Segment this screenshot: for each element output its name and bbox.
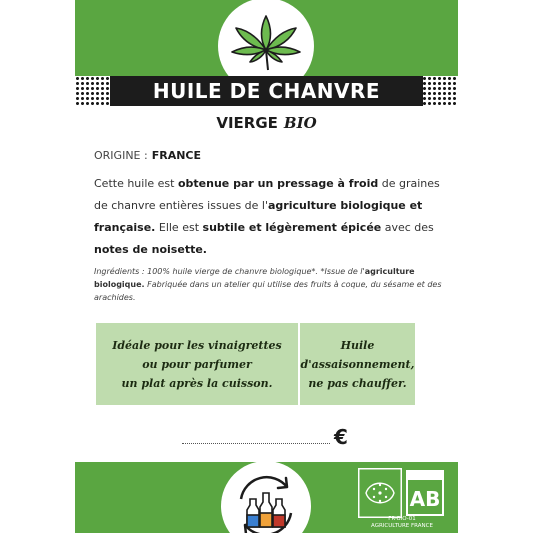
product-title: HUILE DE CHANVRE	[152, 79, 381, 103]
certification-text	[364, 516, 440, 530]
desc-text: de graines de chanvre entières issues de l'	[94, 177, 440, 212]
recycle-bottles-icon	[221, 461, 311, 533]
ab-logo-text: AB	[409, 487, 441, 511]
origin-line	[94, 149, 201, 162]
warning-box	[300, 323, 415, 405]
euro-sign: €	[334, 425, 348, 449]
origin-label: ORIGINE :	[94, 149, 148, 162]
warning-line: ne pas chauffer.	[308, 376, 407, 390]
ingredients-text: Ingrédients : 100% huile vierge de chanvre biologique*. *Issue de l'	[94, 267, 365, 276]
ingredients	[94, 265, 442, 304]
title-bar	[110, 76, 423, 106]
warning-line: Huile	[340, 338, 375, 352]
subtitle-bio: BIO	[283, 114, 317, 132]
desc-bold: obtenue par un pressage à froid	[177, 177, 379, 190]
price-dotted-line	[182, 443, 330, 444]
description	[94, 173, 442, 261]
origin-value: FRANCE	[151, 149, 201, 162]
product-subtitle	[75, 114, 458, 132]
desc-text: avec des	[381, 221, 434, 234]
ingredients-text: Fabriquée dans un atelier qui utilise des fruits à coque, du sésame et des arachides.	[94, 280, 442, 302]
usage-text	[112, 336, 282, 393]
desc-bold: notes de noisette.	[94, 243, 207, 256]
warning-text	[301, 336, 415, 393]
desc-text: Cette huile est	[94, 177, 178, 190]
bottom-circle	[221, 461, 311, 533]
usage-line: un plat après la cuisson.	[121, 376, 273, 390]
certification-origin: AGRICULTURE FRANCE	[371, 523, 433, 529]
desc-text: Elle est	[155, 221, 203, 234]
usage-box	[96, 323, 298, 405]
product-label	[75, 0, 458, 533]
usage-line: ou pour parfumer	[142, 357, 252, 371]
ingredients-bold: agriculture biologique.	[94, 267, 415, 289]
certification-code: FR-BIO-01	[388, 516, 416, 522]
desc-bold: subtile et légèrement épicée	[202, 221, 382, 234]
ab-certification-logo	[358, 468, 446, 518]
subtitle-vierge: VIERGE	[216, 114, 278, 132]
desc-bold: agriculture biologique et française.	[94, 199, 423, 234]
usage-line: Idéale pour les vinaigrettes	[112, 338, 282, 352]
warning-line: d'assaisonnement,	[300, 357, 415, 371]
